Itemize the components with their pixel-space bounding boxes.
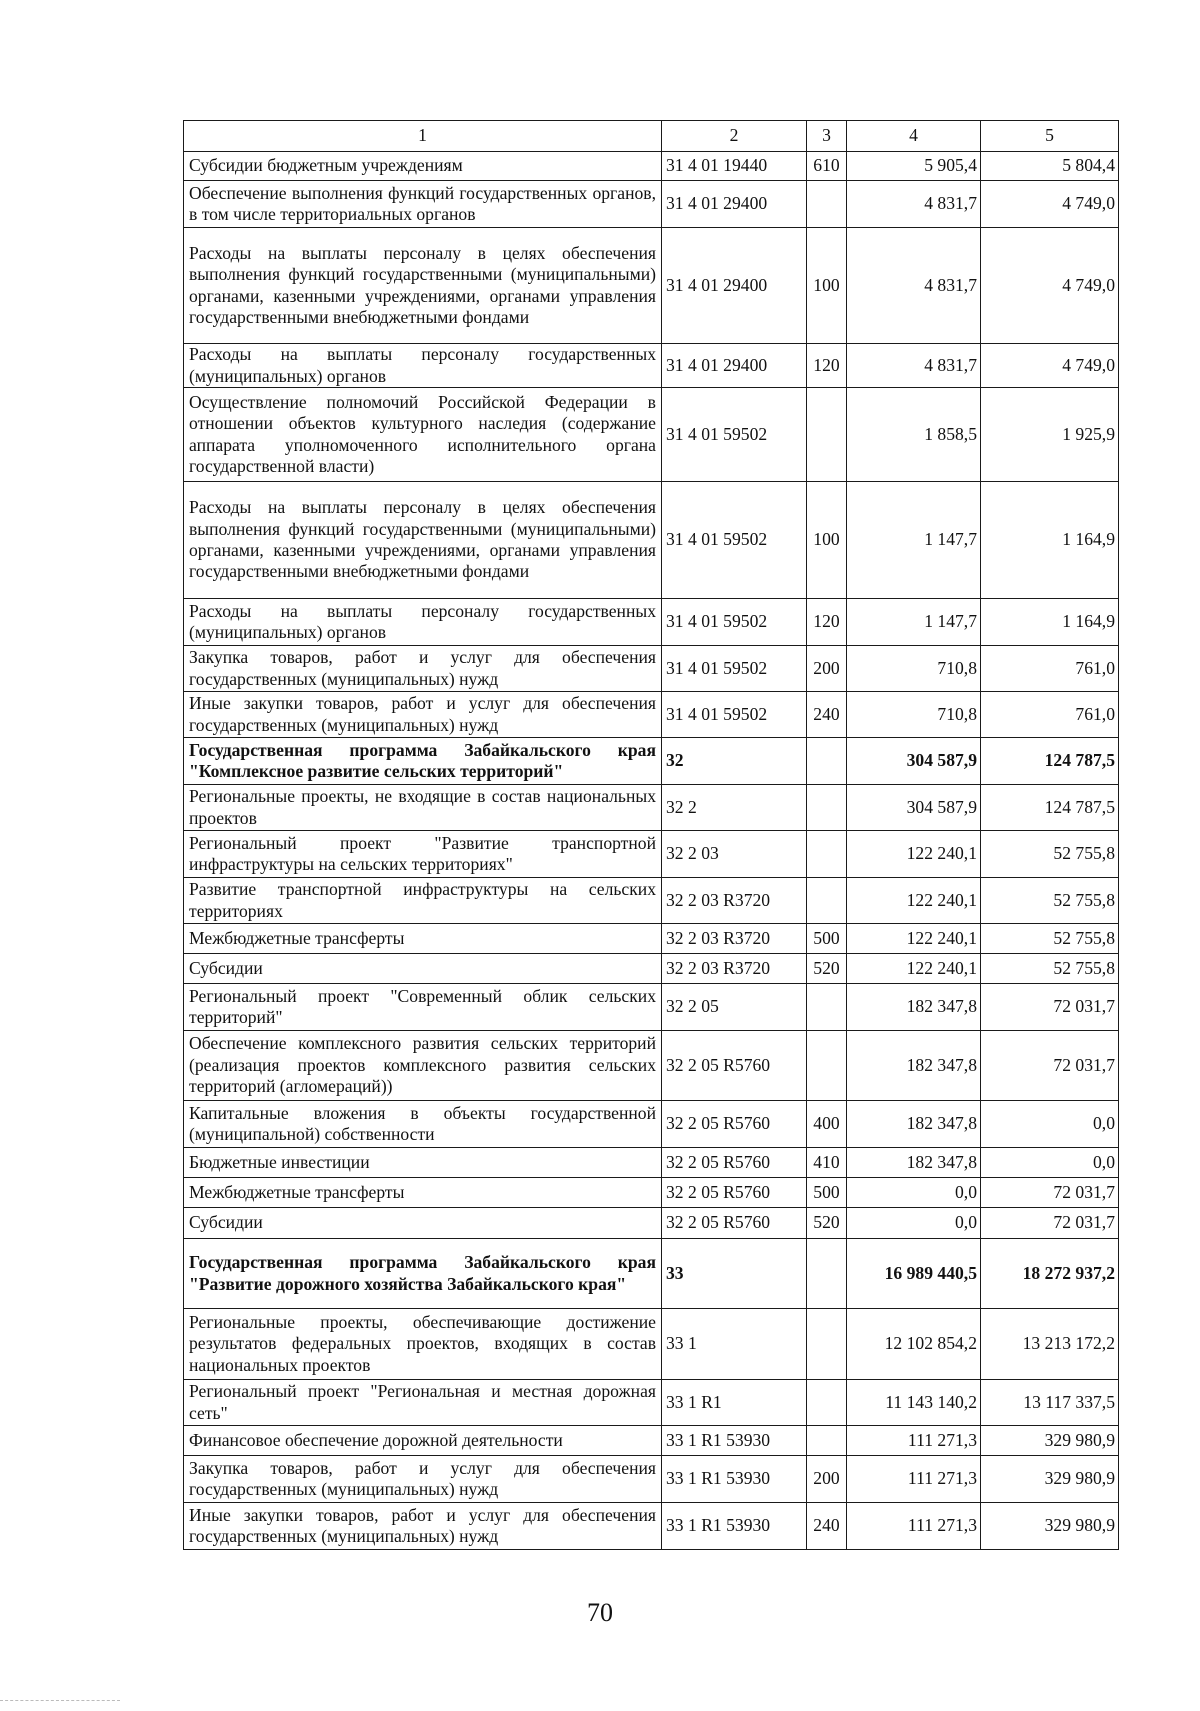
row-code-cell: 33 1 R1 (662, 1380, 807, 1426)
row-vr-cell (807, 831, 847, 878)
row-name-cell: Расходы на выплаты персоналу в целях обеспечения выполнения функций государственными (муниципальными) органами, казенными учреждениями, органами управления государственными внебюджетными фондами (184, 482, 662, 599)
table-row (184, 1380, 1119, 1426)
row-code-cell: 32 2 05 R5760 (662, 1208, 807, 1239)
row-code-cell: 32 2 03 R3720 (662, 878, 807, 924)
row-name-cell: Региональные проекты, не входящие в состав национальных проектов (184, 785, 662, 831)
row-sum-2025-cell: 761,0 (981, 692, 1119, 738)
table-row (184, 954, 1119, 984)
row-code-cell: 31 4 01 29400 (662, 181, 807, 228)
table-row (184, 228, 1119, 344)
row-name-cell: Расходы на выплаты персоналу государственных (муниципальных) органов (184, 344, 662, 388)
row-name-cell: Региональный проект "Развитие транспортной инфраструктуры на сельских территориях" (184, 831, 662, 878)
row-code-cell: 32 2 (662, 785, 807, 831)
row-vr-cell (807, 1309, 847, 1380)
row-sum-2025-cell: 1 164,9 (981, 482, 1119, 599)
row-vr-cell (807, 1239, 847, 1309)
row-code-cell: 33 1 R1 53930 (662, 1456, 807, 1503)
scan-edge-divider (0, 1700, 120, 1701)
row-sum-2024-cell: 111 271,3 (847, 1503, 981, 1550)
table-header (184, 121, 1119, 152)
row-sum-2025-cell: 4 749,0 (981, 181, 1119, 228)
row-name-cell: Межбюджетные трансферты (184, 924, 662, 954)
row-sum-2024-cell: 182 347,8 (847, 984, 981, 1031)
row-code-cell: 31 4 01 29400 (662, 228, 807, 344)
row-vr-cell: 400 (807, 1101, 847, 1148)
row-name-cell: Региональный проект "Региональная и местная дорожная сеть" (184, 1380, 662, 1426)
table-row (184, 1208, 1119, 1239)
row-sum-2024-cell: 122 240,1 (847, 954, 981, 984)
table-row (184, 646, 1119, 692)
row-sum-2024-cell: 111 271,3 (847, 1426, 981, 1456)
row-name-cell: Региональный проект "Современный облик сельских территорий" (184, 984, 662, 1031)
row-name-cell: Осуществление полномочий Российской Федерации в отношении объектов культурного наследия (содержание аппарата уполномоченного исполнительного органа государственной власти) (184, 388, 662, 482)
row-vr-cell (807, 1380, 847, 1426)
row-vr-cell (807, 1426, 847, 1456)
row-vr-cell (807, 785, 847, 831)
table-body (184, 152, 1119, 1550)
row-vr-cell: 520 (807, 954, 847, 984)
row-vr-cell: 200 (807, 646, 847, 692)
row-sum-2024-cell: 111 271,3 (847, 1456, 981, 1503)
table-row (184, 152, 1119, 181)
row-sum-2025-cell: 5 804,4 (981, 152, 1119, 181)
row-sum-2025-cell: 4 749,0 (981, 228, 1119, 344)
row-name-cell: Субсидии (184, 954, 662, 984)
row-sum-2025-cell: 52 755,8 (981, 878, 1119, 924)
row-sum-2025-cell: 329 980,9 (981, 1503, 1119, 1550)
row-vr-cell: 100 (807, 482, 847, 599)
header-row (184, 121, 1119, 152)
row-vr-cell (807, 388, 847, 482)
row-vr-cell (807, 738, 847, 785)
row-sum-2024-cell: 122 240,1 (847, 831, 981, 878)
row-sum-2025-cell: 1 164,9 (981, 599, 1119, 646)
row-code-cell: 32 2 03 R3720 (662, 954, 807, 984)
row-sum-2025-cell: 72 031,7 (981, 1178, 1119, 1208)
row-sum-2024-cell: 1 147,7 (847, 482, 981, 599)
row-name-cell: Финансовое обеспечение дорожной деятельности (184, 1426, 662, 1456)
row-name-cell: Развитие транспортной инфраструктуры на сельских территориях (184, 878, 662, 924)
row-sum-2025-cell: 329 980,9 (981, 1426, 1119, 1456)
row-sum-2025-cell: 4 749,0 (981, 344, 1119, 388)
table-row (184, 984, 1119, 1031)
table-row (184, 831, 1119, 878)
row-sum-2024-cell: 182 347,8 (847, 1101, 981, 1148)
row-vr-cell (807, 181, 847, 228)
table-row (184, 738, 1119, 785)
row-sum-2024-cell: 0,0 (847, 1208, 981, 1239)
row-code-cell: 32 2 05 R5760 (662, 1031, 807, 1101)
table-row (184, 1503, 1119, 1550)
row-vr-cell: 240 (807, 1503, 847, 1550)
table-row (184, 1178, 1119, 1208)
row-vr-cell: 410 (807, 1148, 847, 1178)
table-row (184, 924, 1119, 954)
row-name-cell: Региональные проекты, обеспечивающие достижение результатов федеральных проектов, входящих в состав национальных проектов (184, 1309, 662, 1380)
table-row (184, 344, 1119, 388)
row-vr-cell: 500 (807, 1178, 847, 1208)
row-sum-2025-cell: 72 031,7 (981, 1208, 1119, 1239)
row-vr-cell: 120 (807, 344, 847, 388)
row-code-cell: 31 4 01 29400 (662, 344, 807, 388)
row-code-cell: 32 2 03 R3720 (662, 924, 807, 954)
row-sum-2024-cell: 4 831,7 (847, 181, 981, 228)
table-row (184, 692, 1119, 738)
row-code-cell: 31 4 01 19440 (662, 152, 807, 181)
row-name-cell: Межбюджетные трансферты (184, 1178, 662, 1208)
table-row (184, 482, 1119, 599)
row-sum-2025-cell: 52 755,8 (981, 954, 1119, 984)
page-number: 70 (587, 1598, 613, 1627)
row-sum-2024-cell: 1 147,7 (847, 599, 981, 646)
row-sum-2024-cell: 12 102 854,2 (847, 1309, 981, 1380)
row-sum-2025-cell: 124 787,5 (981, 785, 1119, 831)
table-row (184, 599, 1119, 646)
row-name-cell: Обеспечение выполнения функций государственных органов, в том числе территориальных органов (184, 181, 662, 228)
row-sum-2024-cell: 4 831,7 (847, 344, 981, 388)
row-code-cell: 32 2 05 (662, 984, 807, 1031)
row-name-cell: Субсидии (184, 1208, 662, 1239)
row-vr-cell: 520 (807, 1208, 847, 1239)
row-code-cell: 31 4 01 59502 (662, 388, 807, 482)
row-sum-2024-cell: 122 240,1 (847, 878, 981, 924)
header-col-4: 4 (847, 121, 981, 152)
header-col-2: 2 (662, 121, 807, 152)
row-sum-2024-cell: 16 989 440,5 (847, 1239, 981, 1309)
row-code-cell: 31 4 01 59502 (662, 599, 807, 646)
row-sum-2025-cell: 18 272 937,2 (981, 1239, 1119, 1309)
row-code-cell: 32 2 03 (662, 831, 807, 878)
row-sum-2025-cell: 52 755,8 (981, 831, 1119, 878)
row-sum-2024-cell: 710,8 (847, 692, 981, 738)
row-sum-2025-cell: 72 031,7 (981, 1031, 1119, 1101)
header-col-3: 3 (807, 121, 847, 152)
row-name-cell: Иные закупки товаров, работ и услуг для обеспечения государственных (муниципальных) нужд (184, 692, 662, 738)
row-code-cell: 33 1 R1 53930 (662, 1426, 807, 1456)
row-code-cell: 32 (662, 738, 807, 785)
row-sum-2025-cell: 13 213 172,2 (981, 1309, 1119, 1380)
row-sum-2024-cell: 0,0 (847, 1178, 981, 1208)
table-row (184, 1101, 1119, 1148)
row-name-cell: Расходы на выплаты персоналу государственных (муниципальных) органов (184, 599, 662, 646)
row-name-cell: Капитальные вложения в объекты государственной (муниципальной) собственности (184, 1101, 662, 1148)
row-sum-2025-cell: 329 980,9 (981, 1456, 1119, 1503)
row-code-cell: 31 4 01 59502 (662, 646, 807, 692)
budget-table (183, 120, 1119, 1550)
row-name-cell: Иные закупки товаров, работ и услуг для обеспечения государственных (муниципальных) нужд (184, 1503, 662, 1550)
row-sum-2024-cell: 4 831,7 (847, 228, 981, 344)
row-code-cell: 33 1 (662, 1309, 807, 1380)
row-vr-cell: 610 (807, 152, 847, 181)
row-sum-2025-cell: 52 755,8 (981, 924, 1119, 954)
table-row (184, 878, 1119, 924)
row-name-cell: Бюджетные инвестиции (184, 1148, 662, 1178)
row-sum-2025-cell: 13 117 337,5 (981, 1380, 1119, 1426)
row-sum-2024-cell: 304 587,9 (847, 785, 981, 831)
row-code-cell: 33 (662, 1239, 807, 1309)
row-name-cell: Государственная программа Забайкальского края "Комплексное развитие сельских территорий" (184, 738, 662, 785)
row-vr-cell: 200 (807, 1456, 847, 1503)
row-sum-2024-cell: 710,8 (847, 646, 981, 692)
row-sum-2025-cell: 72 031,7 (981, 984, 1119, 1031)
table-row (184, 1426, 1119, 1456)
table-row (184, 1031, 1119, 1101)
row-sum-2024-cell: 304 587,9 (847, 738, 981, 785)
row-name-cell: Субсидии бюджетным учреждениям (184, 152, 662, 181)
row-name-cell: Государственная программа Забайкальского края "Развитие дорожного хозяйства Забайкальского края" (184, 1239, 662, 1309)
row-name-cell: Обеспечение комплексного развития сельских территорий (реализация проектов комплексного развития сельских территорий (агломераций)) (184, 1031, 662, 1101)
row-code-cell: 32 2 05 R5760 (662, 1178, 807, 1208)
row-vr-cell: 500 (807, 924, 847, 954)
row-vr-cell (807, 878, 847, 924)
row-vr-cell (807, 1031, 847, 1101)
row-sum-2024-cell: 182 347,8 (847, 1148, 981, 1178)
row-vr-cell: 120 (807, 599, 847, 646)
row-sum-2024-cell: 1 858,5 (847, 388, 981, 482)
row-code-cell: 32 2 05 R5760 (662, 1148, 807, 1178)
row-sum-2025-cell: 0,0 (981, 1101, 1119, 1148)
row-vr-cell: 100 (807, 228, 847, 344)
table-row (184, 388, 1119, 482)
row-sum-2024-cell: 11 143 140,2 (847, 1380, 981, 1426)
table-row (184, 181, 1119, 228)
row-code-cell: 31 4 01 59502 (662, 692, 807, 738)
row-sum-2024-cell: 122 240,1 (847, 924, 981, 954)
row-name-cell: Расходы на выплаты персоналу в целях обеспечения выполнения функций государственными (муниципальными) органами, казенными учреждениями, органами управления государственными внебюджетными фондами (184, 228, 662, 344)
table-row (184, 1239, 1119, 1309)
row-vr-cell (807, 984, 847, 1031)
row-name-cell: Закупка товаров, работ и услуг для обеспечения государственных (муниципальных) нужд (184, 646, 662, 692)
table-row (184, 1456, 1119, 1503)
row-sum-2025-cell: 1 925,9 (981, 388, 1119, 482)
row-sum-2025-cell: 124 787,5 (981, 738, 1119, 785)
row-sum-2025-cell: 0,0 (981, 1148, 1119, 1178)
table-row (184, 785, 1119, 831)
row-sum-2024-cell: 182 347,8 (847, 1031, 981, 1101)
row-sum-2025-cell: 761,0 (981, 646, 1119, 692)
table-row (184, 1148, 1119, 1178)
row-name-cell: Закупка товаров, работ и услуг для обеспечения государственных (муниципальных) нужд (184, 1456, 662, 1503)
row-code-cell: 31 4 01 59502 (662, 482, 807, 599)
row-code-cell: 33 1 R1 53930 (662, 1503, 807, 1550)
header-col-5: 5 (981, 121, 1119, 152)
table-row (184, 1309, 1119, 1380)
row-sum-2024-cell: 5 905,4 (847, 152, 981, 181)
row-code-cell: 32 2 05 R5760 (662, 1101, 807, 1148)
row-vr-cell: 240 (807, 692, 847, 738)
header-col-1: 1 (184, 121, 662, 152)
